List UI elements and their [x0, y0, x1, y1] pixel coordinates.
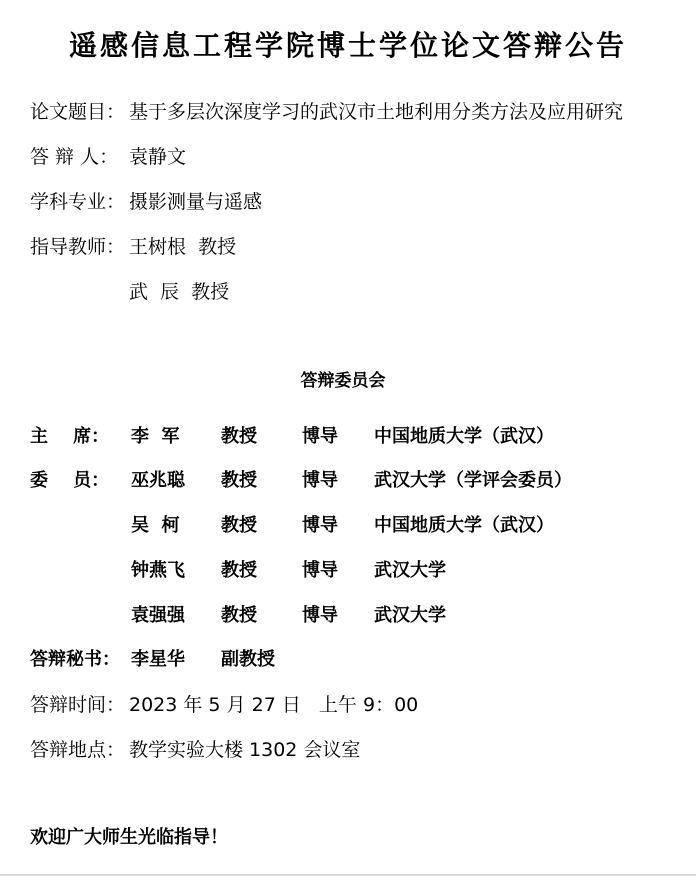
major-label: 学科专业： — [30, 191, 126, 213]
place-value: 教学实验大楼 1302 会议室 — [129, 739, 361, 761]
member-title: 教授 — [221, 426, 257, 447]
member-name: 袁强强 — [131, 605, 185, 626]
member-name: 李 军 — [131, 426, 180, 447]
secretary-title: 副教授 — [221, 649, 275, 670]
member-org: 武汉大学 — [374, 560, 446, 581]
member-role: 博导 — [302, 470, 338, 491]
member-name: 钟燕飞 — [131, 560, 185, 581]
member-org: 武汉大学 — [374, 605, 446, 626]
advisor-row — [30, 235, 237, 259]
candidate-value: 袁静文 — [129, 146, 187, 168]
advisor-label: 指导教师： — [30, 236, 126, 258]
member-title: 教授 — [221, 470, 257, 491]
time-value: 2023 年 5 月 27 日 上午 9：00 — [129, 694, 419, 716]
advisor-1: 王树根 教授 — [129, 236, 237, 258]
secretary-name: 李星华 — [131, 649, 185, 670]
time-label: 答辩时间： — [30, 694, 126, 716]
chair-label: 主 席： — [30, 426, 110, 447]
thesis-label: 论文题目： — [30, 101, 126, 123]
secretary-row — [30, 648, 275, 672]
candidate-label: 答 辩 人： — [30, 146, 119, 168]
thesis-value: 基于多层次深度学习的武汉市土地利用分类方法及应用研究 — [129, 101, 624, 123]
major-row — [30, 190, 263, 214]
thesis-row — [30, 100, 624, 124]
member-name: 吴 柯 — [131, 515, 180, 536]
member-org: 中国地质大学（武汉） — [374, 426, 554, 447]
place-label: 答辩地点： — [30, 739, 126, 761]
candidate-row — [30, 145, 187, 169]
time-row — [30, 693, 419, 717]
member-org: 中国地质大学（武汉） — [374, 515, 554, 536]
member-name: 巫兆聪 — [131, 470, 185, 491]
committee-member-row — [30, 469, 572, 493]
member-label: 委 员： — [30, 470, 110, 491]
member-title: 教授 — [221, 515, 257, 536]
committee-heading: 答辩委员会 — [300, 371, 386, 391]
secretary-label: 答辩秘书： — [30, 649, 120, 670]
member-role: 博导 — [302, 426, 338, 447]
major-value: 摄影测量与遥感 — [129, 191, 263, 213]
committee-chair-row — [30, 425, 554, 449]
member-title: 教授 — [221, 560, 257, 581]
member-role: 博导 — [302, 560, 338, 581]
announcement-title: 遥感信息工程学院博士学位论文答辩公告 — [68, 29, 627, 62]
place-row — [30, 738, 361, 762]
member-role: 博导 — [302, 605, 338, 626]
member-org: 武汉大学（学评会委员） — [374, 470, 572, 491]
member-role: 博导 — [302, 515, 338, 536]
advisor-2: 武 辰 教授 — [129, 281, 230, 303]
member-title: 教授 — [221, 605, 257, 626]
closing-text: 欢迎广大师生光临指导！ — [30, 827, 228, 848]
